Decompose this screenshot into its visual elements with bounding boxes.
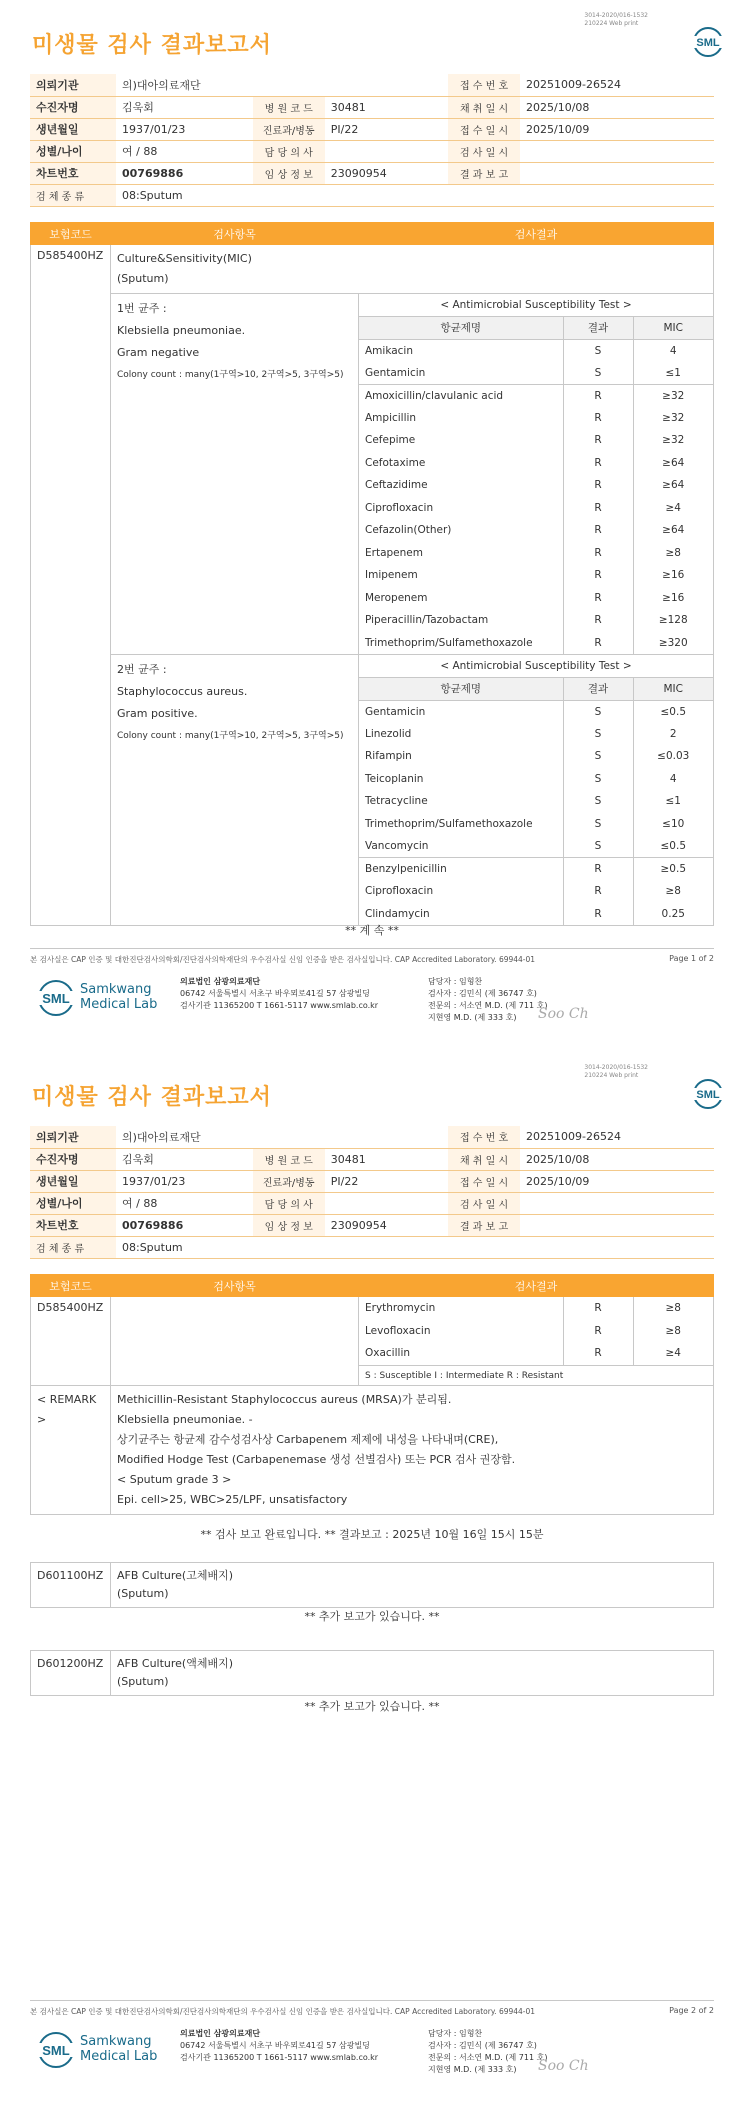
lab-name-line2: Medical Lab	[80, 997, 158, 1012]
receipt-no-value: 20251009-26524	[520, 1126, 714, 1148]
ast-row	[359, 813, 713, 836]
mic-value: ≥4	[633, 497, 713, 520]
drug-name: Tetracycline	[365, 795, 428, 808]
mic-value: ≥0.5	[633, 858, 713, 881]
ast-row	[359, 339, 713, 362]
ast-result: S	[563, 723, 633, 746]
mic-value: ≥64	[633, 519, 713, 542]
drug-name: Vancomycin	[365, 840, 429, 852]
organism-1-name: Klebsiella pneumoniae.	[117, 324, 246, 337]
specimen-value: 08:Sputum	[116, 184, 714, 206]
receipt-date-label: 접 수 일 시	[448, 118, 520, 140]
signers	[428, 2028, 547, 2076]
hospital-code-value: 30481	[325, 96, 448, 118]
ast-col-mic: MIC	[633, 317, 713, 340]
ast-result: R	[563, 1320, 633, 1343]
receipt-date-value: 2025/10/09	[520, 1170, 714, 1192]
test-item-specimen: (Sputum)	[117, 272, 169, 285]
department-label: 진료과/병동	[253, 1170, 325, 1192]
ast-row	[359, 587, 713, 610]
clinical-value: 23090954	[325, 1214, 448, 1236]
test-item-empty	[111, 1297, 359, 1386]
remark-line: Klebsiella pneumoniae. -	[117, 1412, 253, 1426]
item-header: 검사항목	[111, 1275, 359, 1297]
mic-value: 2	[633, 723, 713, 746]
drug-name: Teicoplanin	[365, 772, 424, 785]
ast-title: < Antimicrobial Susceptibility Test >	[359, 294, 713, 317]
result-table-p1	[30, 222, 714, 926]
chart-label: 차트번호	[30, 162, 116, 184]
patient-info-table	[30, 1126, 714, 1259]
afb-liquid-name: AFB Culture(액체배지)	[117, 1657, 234, 1670]
ast-result: R	[563, 632, 633, 655]
ast-result: R	[563, 564, 633, 587]
drug-name: Gentamicin	[365, 705, 426, 718]
patient-info-table	[30, 74, 714, 207]
test-date-value	[520, 140, 714, 162]
ast-result: R	[563, 587, 633, 610]
lab-name-line1: Samkwang	[80, 982, 152, 997]
drug-name: Piperacillin/Tazobactam	[365, 614, 489, 627]
result-table-p2	[30, 1274, 714, 1515]
remark-line: Epi. cell>25, WBC>25/LPF, unsatisfactory	[117, 1492, 348, 1506]
accreditation-note: 본 검사실은 CAP 인증 및 대한진단검사의학회/진단검사의학재단의 우수검사실 신임 인증을 받은 검사실입니다. CAP Accredited Laboratory. 69944-01	[30, 955, 536, 964]
continued-note: ** 계 속 **	[345, 924, 399, 937]
print-meta	[584, 12, 648, 28]
lab-address	[180, 2028, 378, 2064]
report-value	[520, 162, 714, 184]
ast-result: S	[563, 700, 633, 723]
drug-name: Cefepime	[365, 434, 416, 447]
mic-value: ≥8	[633, 880, 713, 903]
ast-row	[359, 429, 713, 452]
report-label: 결 과 보 고	[448, 1214, 520, 1236]
ast-row	[359, 700, 713, 723]
drug-name: Oxacillin	[365, 1347, 411, 1360]
receipt-no-label: 접 수 번 호	[448, 74, 520, 96]
sml-logo-icon	[688, 1078, 728, 1110]
organism-2-label: 2번 균주 :	[117, 663, 167, 676]
ast-row	[359, 858, 713, 881]
ast-result: R	[563, 1342, 633, 1365]
completed-note: ** 검사 보고 완료입니다. ** 결과보고 : 2025년 10월 16일 15시 15분	[200, 1528, 544, 1541]
signer-line: 담당자 : 임형찬	[428, 2029, 483, 2038]
report-title: 미생물 검사 결과보고서	[32, 1085, 272, 1110]
ast-result: R	[563, 429, 633, 452]
doctor-label: 담 당 의 사	[253, 1192, 325, 1214]
report-label: 결 과 보 고	[448, 162, 520, 184]
mic-value: 4	[633, 768, 713, 791]
mic-value: ≥64	[633, 452, 713, 475]
organism-1-label: 1번 균주 :	[117, 302, 167, 315]
afb-solid-specimen: (Sputum)	[117, 1587, 169, 1600]
organism-2-name: Staphylococcus aureus.	[117, 685, 248, 698]
organism-2-count: Colony count : many(1구역>10, 2구역>5, 3구역>5)	[117, 731, 344, 741]
drug-name: Ceftazidime	[365, 479, 428, 492]
ast-row	[359, 474, 713, 497]
ast-result: S	[563, 768, 633, 791]
mic-value: ≤1	[633, 790, 713, 813]
ast-result: S	[563, 339, 633, 362]
signer-line: 전문의 : 서소연 M.D. (제 711 호)	[428, 2053, 548, 2062]
department-value: PI/22	[325, 1170, 448, 1192]
mic-value: ≤0.5	[633, 700, 713, 723]
report-value	[520, 1214, 714, 1236]
afb-liquid-box	[30, 1650, 714, 1696]
ast-result: R	[563, 452, 633, 475]
mic-value: ≥32	[633, 429, 713, 452]
accreditation-note: 본 검사실은 CAP 인증 및 대한진단검사의학회/진단검사의학재단의 우수검사실 신임 인증을 받은 검사실입니다. CAP Accredited Laboratory. 69944-01	[30, 2007, 536, 2016]
lab-contact: 검사기관 11365200 T 1661-5117 www.smlab.co.kr	[180, 1001, 379, 1010]
ast-col-drug: 항균제명	[359, 678, 563, 701]
department-label: 진료과/병동	[253, 118, 325, 140]
lab-address	[180, 976, 378, 1012]
ast-row	[359, 362, 713, 385]
birth-label: 생년월일	[30, 1170, 116, 1192]
birth-value: 1937/01/23	[116, 118, 253, 140]
afb-liquid-specimen: (Sputum)	[117, 1675, 169, 1688]
ast-result: S	[563, 790, 633, 813]
birth-label: 생년월일	[30, 118, 116, 140]
chart-value: 00769886	[116, 1214, 253, 1236]
remark-line: < Sputum grade 3 >	[117, 1472, 232, 1486]
ast-result: S	[563, 362, 633, 385]
name-label: 수진자명	[30, 1148, 116, 1170]
collect-date-label: 채 취 일 시	[448, 96, 520, 118]
collect-date-label: 채 취 일 시	[448, 1148, 520, 1170]
ast-result: R	[563, 1297, 633, 1320]
page-number: Page 2 of 2	[669, 2006, 714, 2015]
ast-row	[359, 497, 713, 520]
ast-col-mic: MIC	[633, 678, 713, 701]
drug-name: Erythromycin	[365, 1302, 436, 1315]
ast-row	[359, 452, 713, 475]
mic-value: ≥320	[633, 632, 713, 655]
drug-name: Amikacin	[365, 344, 414, 357]
result-header: 검사결과	[359, 223, 714, 245]
lab-org: 의료법인 삼광의료재단	[180, 2029, 261, 2038]
mic-value: 4	[633, 339, 713, 362]
sml-logo-icon	[688, 26, 728, 58]
hospital-code-label: 병 원 코 드	[253, 96, 325, 118]
ast-table-3	[359, 1297, 714, 1386]
name-label: 수진자명	[30, 96, 116, 118]
organism-1	[111, 294, 359, 655]
ast-row	[359, 519, 713, 542]
drug-name: Amoxicillin/clavulanic acid	[359, 384, 563, 407]
ast-col-result: 결과	[563, 317, 633, 340]
lab-name-line1: Samkwang	[80, 2034, 152, 2049]
report-page-2	[0, 1052, 744, 2104]
doctor-label: 담 당 의 사	[253, 140, 325, 162]
specimen-value: 08:Sputum	[116, 1236, 714, 1258]
print-meta-line2: 210224 Web print	[584, 1072, 639, 1079]
afb-liquid-code: D601200HZ	[31, 1651, 111, 1696]
drug-name: Imipenem	[365, 569, 418, 582]
sml-logo-text: SML	[696, 37, 720, 49]
afb-solid-note: ** 추가 보고가 있습니다. **	[304, 1610, 440, 1623]
signer-line: 지현영 M.D. (제 333 호)	[428, 1013, 517, 1022]
ast-row	[359, 384, 713, 407]
organism-2-gram: Gram positive.	[117, 707, 198, 720]
drug-name: Trimethoprim/Sulfamethoxazole	[365, 817, 533, 830]
ast-row	[359, 542, 713, 565]
drug-name: Ciprofloxacin	[365, 501, 434, 514]
clinical-value: 23090954	[325, 162, 448, 184]
sex-age-label: 성별/나이	[30, 140, 116, 162]
ast-row	[359, 768, 713, 791]
mic-value: ≥8	[633, 542, 713, 565]
footer-divider	[30, 2000, 714, 2001]
remark-line: 상기균주는 항균제 감수성검사상 Carbapenem 제제에 내성을 나타내며(CRE),	[117, 1432, 499, 1446]
ast-row	[359, 835, 713, 858]
code-header: 보험코드	[31, 223, 111, 245]
lab-contact: 검사기관 11365200 T 1661-5117 www.smlab.co.kr	[180, 2053, 379, 2062]
ast-result: R	[563, 474, 633, 497]
sex-age-value: 여 / 88	[116, 1192, 253, 1214]
mic-value: ≥8	[633, 1297, 713, 1320]
signature: Soo Ch	[538, 1006, 589, 1022]
print-meta-line2: 210224 Web print	[584, 20, 639, 27]
institution-label: 의뢰기관	[30, 1126, 116, 1148]
doctor-value	[325, 1192, 448, 1214]
drug-name: Cefazolin(Other)	[365, 524, 452, 537]
drug-name: Rifampin	[365, 750, 412, 763]
ast-result: R	[563, 384, 633, 407]
mic-value: ≤1	[633, 362, 713, 385]
page-number: Page 1 of 2	[669, 954, 714, 963]
institution-value: 의)대아의료재단	[116, 74, 448, 96]
signer-line: 검사자 : 김민식 (제 36747 호)	[428, 2041, 537, 2050]
mic-value: ≥4	[633, 1342, 713, 1365]
lab-address-line: 06742 서울특별시 서초구 바우뫼로41길 57 삼광빌딩	[180, 2041, 370, 2050]
ast-row	[359, 790, 713, 813]
lab-name	[80, 2034, 157, 2064]
afb-solid-code: D601100HZ	[31, 1563, 111, 1608]
ast-table-2	[359, 655, 714, 926]
ast-col-result: 결과	[563, 678, 633, 701]
samkwang-logo-text: SML	[42, 2043, 70, 2058]
drug-name: Ampicillin	[365, 411, 417, 424]
ast-row	[359, 880, 713, 903]
hospital-code-label: 병 원 코 드	[253, 1148, 325, 1170]
ast-result: S	[563, 813, 633, 836]
signer-line: 담당자 : 임형찬	[428, 977, 483, 986]
mic-value: ≥32	[633, 384, 713, 407]
ast-result: R	[563, 880, 633, 903]
ast-row	[359, 609, 713, 632]
sex-age-label: 성별/나이	[30, 1192, 116, 1214]
mic-value: 0.25	[633, 903, 713, 926]
ast-result: R	[563, 497, 633, 520]
insurance-code: D585400HZ	[31, 245, 111, 926]
samkwang-logo-text: SML	[42, 991, 70, 1006]
collect-date-value: 2025/10/08	[520, 1148, 714, 1170]
signers	[428, 976, 547, 1024]
remark-line: Modified Hodge Test (Carbapenemase 생성 선별검사) 또는 PCR 검사 권장함.	[117, 1452, 516, 1466]
ast-result: S	[563, 835, 633, 858]
receipt-date-value: 2025/10/09	[520, 118, 714, 140]
drug-name: Benzylpenicillin	[359, 858, 563, 881]
afb-liquid-note: ** 추가 보고가 있습니다. **	[304, 1700, 440, 1713]
sml-logo-text: SML	[696, 1089, 720, 1101]
code-header: 보험코드	[31, 1275, 111, 1297]
insurance-code: D585400HZ	[31, 1297, 111, 1386]
name-value: 김욱회	[116, 96, 253, 118]
drug-name: Levofloxacin	[365, 1324, 431, 1337]
chart-value: 00769886	[116, 162, 253, 184]
ast-title: < Antimicrobial Susceptibility Test >	[359, 655, 713, 678]
ast-result: S	[563, 745, 633, 768]
receipt-no-value: 20251009-26524	[520, 74, 714, 96]
specimen-label: 검 체 종 류	[30, 184, 116, 206]
birth-value: 1937/01/23	[116, 1170, 253, 1192]
mic-value: ≤0.03	[633, 745, 713, 768]
ast-table-1	[359, 294, 714, 655]
clinical-label: 임 상 정 보	[253, 162, 325, 184]
footer-divider	[30, 948, 714, 949]
afb-solid-box	[30, 1562, 714, 1608]
specimen-label: 검 체 종 류	[30, 1236, 116, 1258]
mic-value: ≤0.5	[633, 835, 713, 858]
mic-value: ≥16	[633, 587, 713, 610]
hospital-code-value: 30481	[325, 1148, 448, 1170]
drug-name: Trimethoprim/Sulfamethoxazole	[365, 636, 533, 649]
ast-row	[359, 1297, 713, 1320]
ast-result: R	[563, 858, 633, 881]
test-item-name: Culture&Sensitivity(MIC)	[117, 252, 252, 265]
ast-row	[359, 745, 713, 768]
remark-label: < REMARK >	[31, 1385, 111, 1514]
ast-result: R	[563, 609, 633, 632]
name-value: 김욱회	[116, 1148, 253, 1170]
signer-line: 지현영 M.D. (제 333 호)	[428, 2065, 517, 2074]
drug-name: Ertapenem	[365, 546, 423, 559]
mic-value: ≥8	[633, 1320, 713, 1343]
organism-2	[111, 655, 359, 926]
remark-line: Methicillin-Resistant Staphylococcus aureus (MRSA)가 분리됨.	[117, 1392, 452, 1406]
clinical-label: 임 상 정 보	[253, 1214, 325, 1236]
result-header: 검사결과	[359, 1275, 714, 1297]
item-header: 검사항목	[111, 223, 359, 245]
signer-line: 검사자 : 김민식 (제 36747 호)	[428, 989, 537, 998]
ast-result: R	[563, 903, 633, 926]
ast-row	[359, 1320, 713, 1343]
signer-line: 전문의 : 서소연 M.D. (제 711 호)	[428, 1001, 548, 1010]
organism-1-gram: Gram negative	[117, 346, 200, 359]
lab-name-line2: Medical Lab	[80, 2049, 158, 2064]
remark-content	[111, 1385, 714, 1514]
department-value: PI/22	[325, 118, 448, 140]
sex-age-value: 여 / 88	[116, 140, 253, 162]
test-item	[111, 245, 714, 294]
susceptibility-legend: S : Susceptible I : Intermediate R : Resistant	[359, 1365, 713, 1385]
mic-value: ≥64	[633, 474, 713, 497]
signature: Soo Ch	[538, 2058, 589, 2074]
print-meta-line1: 3014-2020/016-1532	[584, 12, 648, 19]
ast-row	[359, 632, 713, 655]
ast-col-drug: 항균제명	[359, 317, 563, 340]
drug-name: Meropenem	[365, 591, 428, 604]
doctor-value	[325, 140, 448, 162]
institution-value: 의)대아의료재단	[116, 1126, 448, 1148]
mic-value: ≤10	[633, 813, 713, 836]
institution-label: 의뢰기관	[30, 74, 116, 96]
receipt-date-label: 접 수 일 시	[448, 1170, 520, 1192]
print-meta-line1: 3014-2020/016-1532	[584, 1064, 648, 1071]
lab-address-line: 06742 서울특별시 서초구 바우뫼로41길 57 삼광빌딩	[180, 989, 370, 998]
lab-org: 의료법인 삼광의료재단	[180, 977, 261, 986]
drug-name: Ciprofloxacin	[365, 885, 434, 898]
ast-row	[359, 564, 713, 587]
ast-row	[359, 1342, 713, 1365]
drug-name: Clindamycin	[365, 907, 430, 920]
mic-value: ≥16	[633, 564, 713, 587]
organism-1-count: Colony count : many(1구역>10, 2구역>5, 3구역>5)	[117, 370, 344, 380]
ast-result: R	[563, 519, 633, 542]
drug-name: Cefotaxime	[365, 456, 426, 469]
test-date-label: 검 사 일 시	[448, 1192, 520, 1214]
test-date-label: 검 사 일 시	[448, 140, 520, 162]
mic-value: ≥128	[633, 609, 713, 632]
chart-label: 차트번호	[30, 1214, 116, 1236]
mic-value: ≥32	[633, 407, 713, 430]
ast-row	[359, 407, 713, 430]
test-date-value	[520, 1192, 714, 1214]
ast-result: R	[563, 542, 633, 565]
receipt-no-label: 접 수 번 호	[448, 1126, 520, 1148]
lab-name	[80, 982, 157, 1012]
ast-row	[359, 723, 713, 746]
drug-name: Linezolid	[365, 727, 412, 740]
print-meta	[584, 1064, 648, 1080]
ast-result: R	[563, 407, 633, 430]
afb-solid-name: AFB Culture(고체배지)	[117, 1569, 234, 1582]
report-title: 미생물 검사 결과보고서	[32, 33, 272, 58]
drug-name: Gentamicin	[365, 366, 426, 379]
collect-date-value: 2025/10/08	[520, 96, 714, 118]
